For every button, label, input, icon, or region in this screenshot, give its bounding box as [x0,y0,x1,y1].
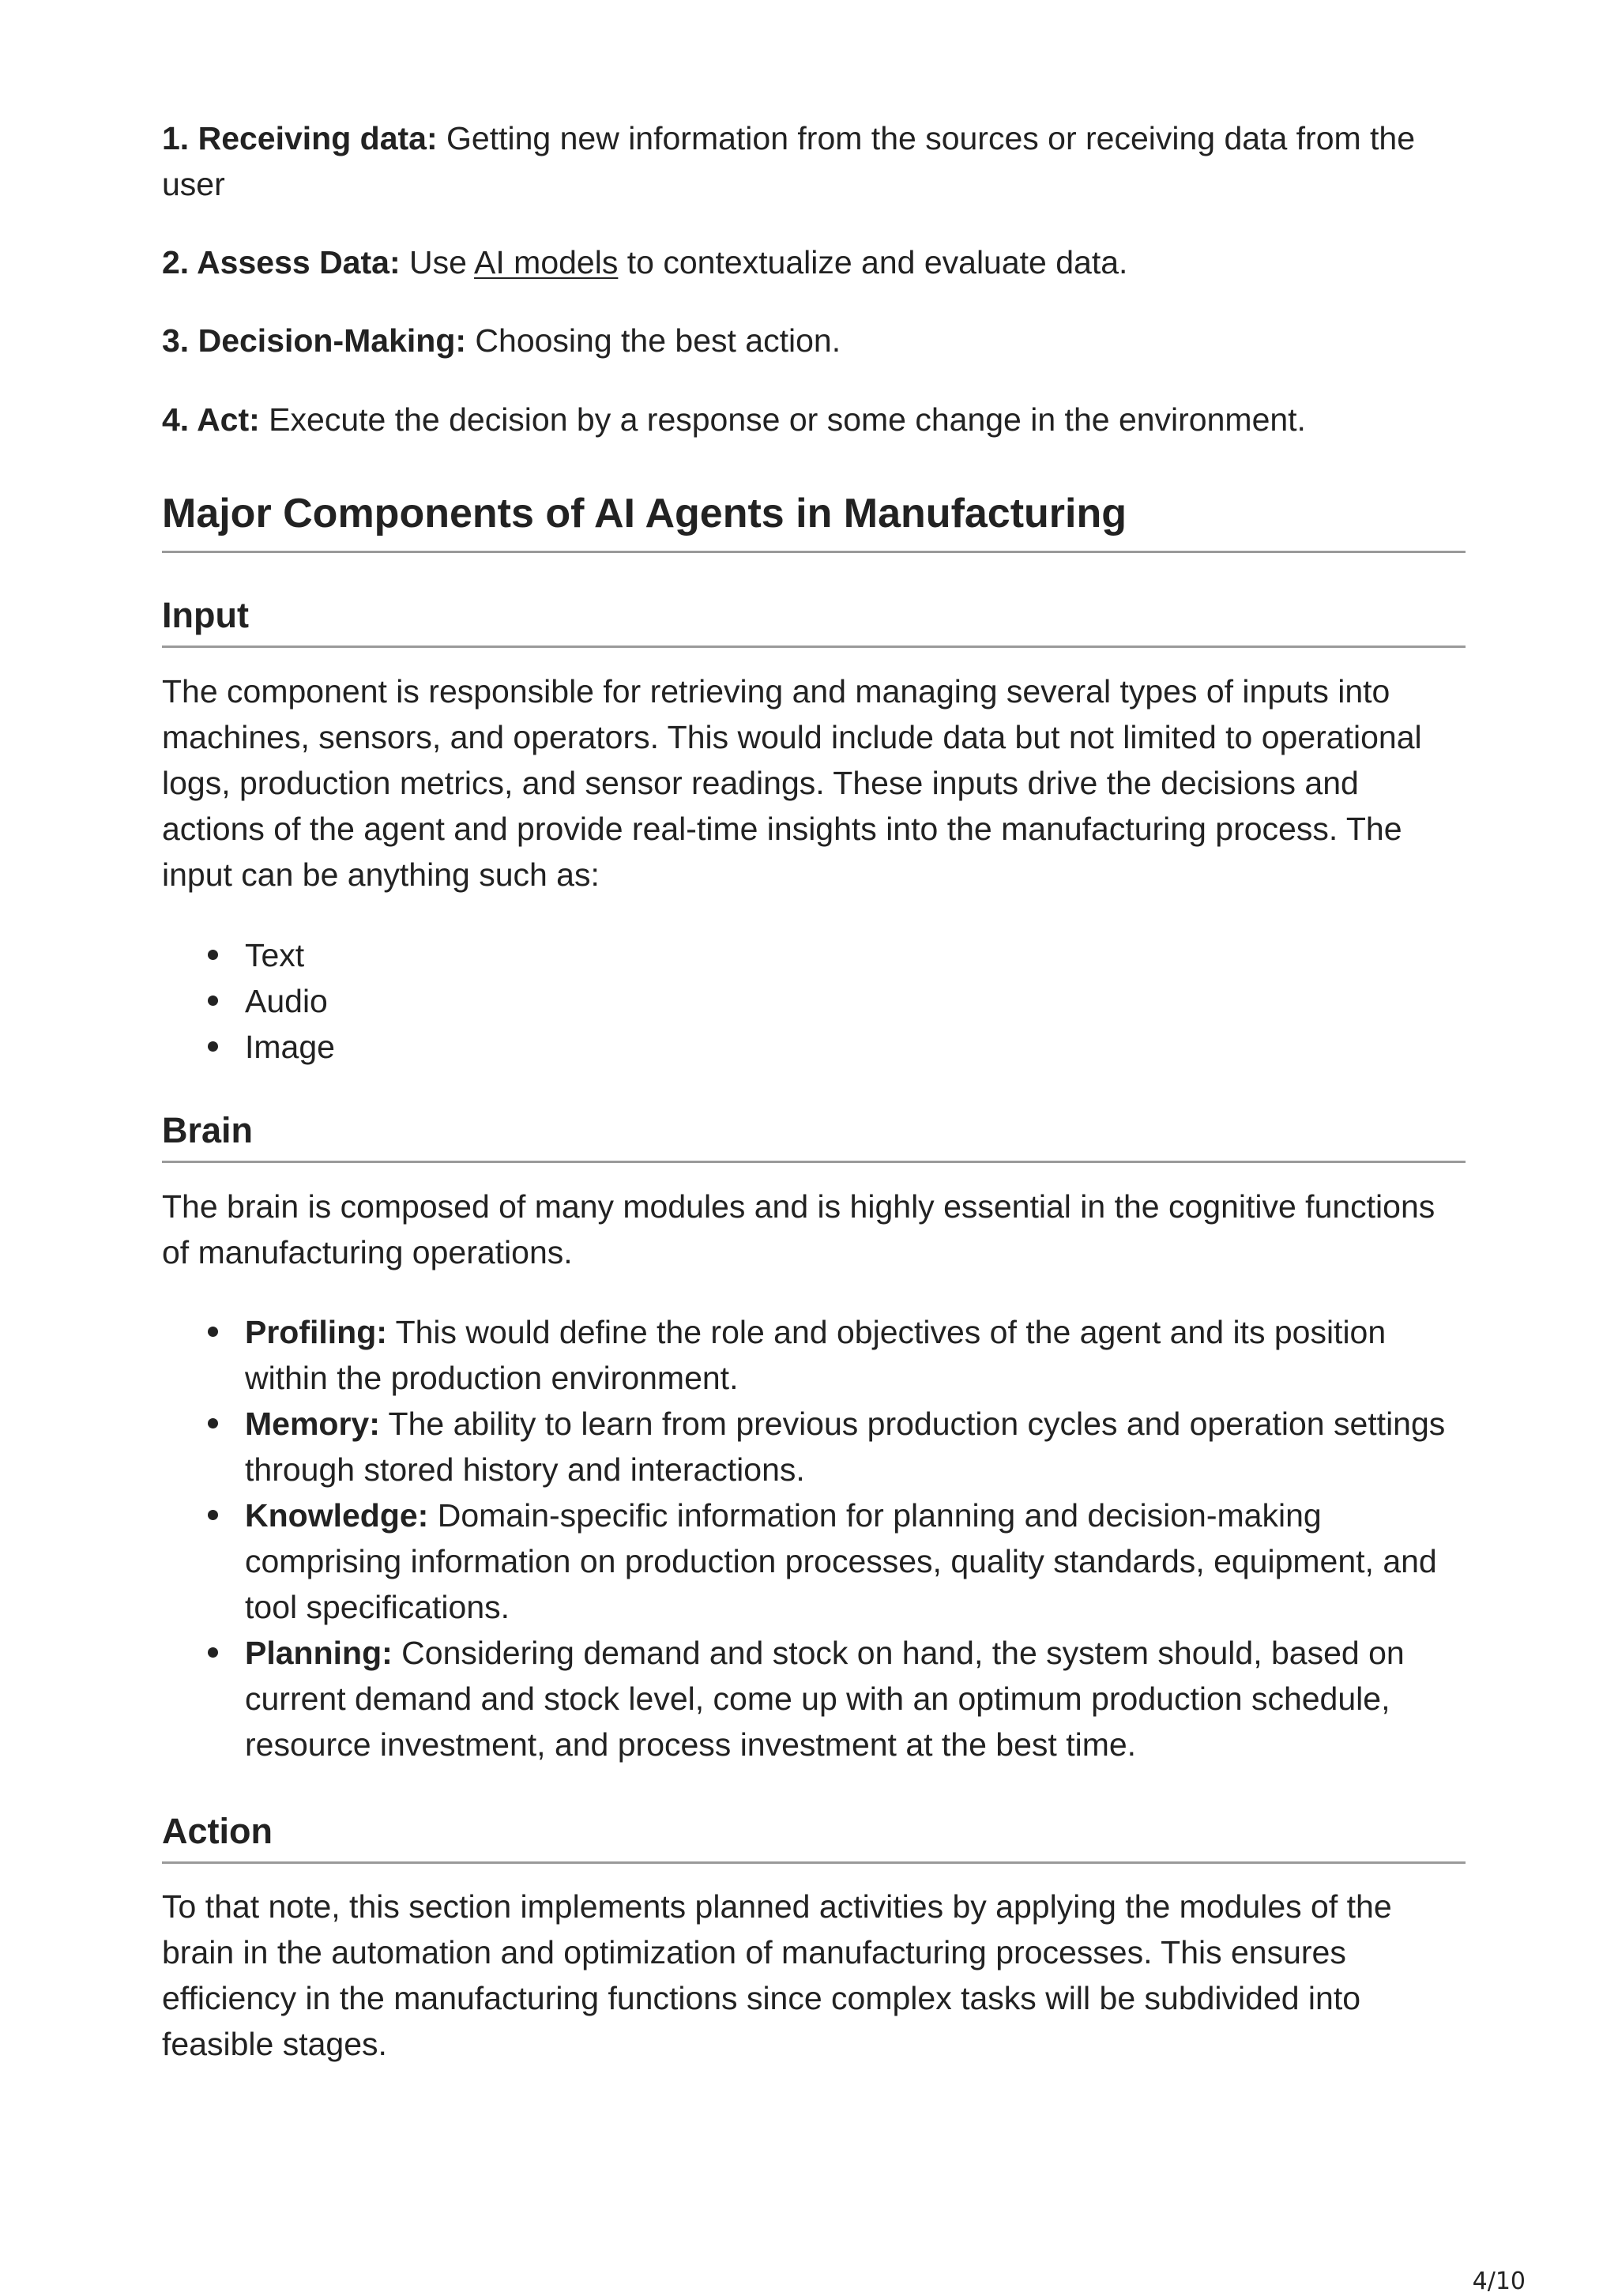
step-text-pre: Use [400,244,475,280]
step-text: Execute the decision by a response or some change in the environment. [259,401,1306,438]
list-item-label: Planning: [245,1635,393,1671]
step-label: 4. Act: [162,401,260,438]
step-label: 1. Receiving data: [162,120,438,156]
list-item-text: The ability to learn from previous production cycles and operation settings through stored history and interactions. [245,1406,1446,1488]
step-text: Getting new information from the sources or receiving data from the user [162,120,1416,202]
bullet-icon [208,1510,218,1520]
bullet-icon [208,1647,218,1658]
step-text: Choosing the best action. [466,322,841,359]
bullet-icon [208,1418,218,1428]
list-item-memory [162,1401,1466,1492]
step-label: 2. Assess Data: [162,244,401,280]
action-heading: Action [162,1808,1466,1864]
step-assess-data [162,239,1466,285]
list-item-text: Audio [245,983,328,1019]
list-item [162,932,1466,978]
list-item-label: Memory: [245,1406,380,1442]
list-item-text: Image [245,1029,335,1065]
step-act [162,397,1466,442]
section-title: Major Components of AI Agents in Manufacturing [162,486,1466,553]
list-item [162,978,1466,1024]
bullet-icon [208,1327,218,1337]
list-item-text: Domain-specific information for planning and decision-making comprising information on production processes, quality standards, equipment, and tool specifications. [245,1497,1437,1625]
step-text-post: to contextualize and evaluate data. [618,244,1128,280]
brain-list [162,1309,1466,1767]
page-number: 4/10 [1472,2268,1526,2295]
input-paragraph: The component is responsible for retrieving and managing several types of inputs into machines, sensors, and operators. This would include data but not limited to operational logs, production metrics, and sensor readings. These inputs drive the decisions and actions of the agent and provide real-time insights into the manufacturing process. The input can be anything such as: [162,673,1422,893]
list-item-label: Profiling: [245,1314,387,1350]
input-list [162,932,1466,1070]
step-decision-making [162,318,1466,363]
list-item-text: This would define the role and objectives of the agent and its position within the production environment. [245,1314,1387,1396]
bullet-icon [208,950,218,960]
list-item-planning [162,1630,1466,1767]
bullet-icon [208,1041,218,1052]
step-receiving-data [162,115,1466,207]
list-item-label: Knowledge: [245,1497,429,1534]
bullet-icon [208,996,218,1006]
step-label: 3. Decision-Making: [162,322,467,359]
list-item-profiling [162,1309,1466,1401]
action-paragraph: To that note, this section implements planned activities by applying the modules of the brain in the automation and optimization of manufacturing processes. This ensures efficiency in the manufacturing functions since complex tasks will be subdivided into feasible stages. [162,1888,1392,2062]
input-heading: Input [162,592,1466,648]
list-item-text: Text [245,937,305,973]
list-item-knowledge [162,1492,1466,1630]
list-item [162,1024,1466,1070]
list-item-text: Considering demand and stock on hand, the system should, based on current demand and stock level, come up with an optimum production schedule, resource investment, and process investment at the best time. [245,1635,1405,1763]
brain-heading: Brain [162,1107,1466,1163]
ai-models-link[interactable]: AI models [474,244,619,280]
brain-paragraph: The brain is composed of many modules and is highly essential in the cognitive functions of manufacturing operations. [162,1188,1436,1270]
